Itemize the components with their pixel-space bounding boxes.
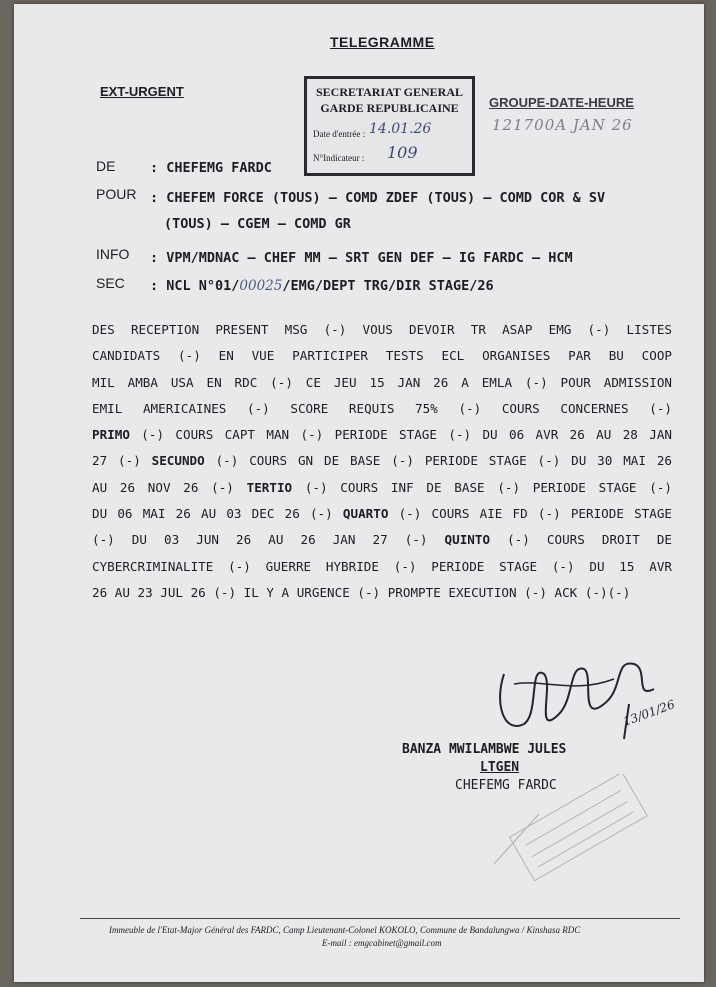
body-line: PRIMO (-) COURS CAPT MAN (-) PERIODE STAGE (-) DU 06 AVR 26 AU 28 JAN: [92, 427, 672, 443]
stamp-date-label: Date d'entrée :: [313, 129, 366, 139]
body-line: CANDIDATS (-) EN VUE PARTICIPER TESTS ECL ORGANISES PAR BU COOP: [92, 348, 672, 364]
signature-date: 13/01/26: [621, 697, 677, 729]
info-label: INFO: [96, 246, 130, 262]
body-line: (-) DU 03 JUN 26 AU 26 JAN 27 (-) QUINTO (-) COURS DROIT DE: [92, 532, 672, 548]
faded-seal-stamp: [484, 774, 664, 884]
stamp-line-1: SECRETARIAT GENERAL: [315, 85, 464, 99]
quarto-keyword: QUARTO: [342, 506, 389, 522]
reception-stamp: [304, 76, 475, 176]
body-line: AU 26 NOV 26 (-) TERTIO (-) COURS INF DE BASE (-) PERIODE STAGE (-): [92, 479, 672, 495]
signatory-name: BANZA MWILAMBWE JULES: [402, 742, 567, 757]
sec-value: [150, 278, 494, 294]
body-line: DU 06 MAI 26 AU 03 DEC 26 (-) QUARTO (-) COURS AIE FD (-) PERIODE STAGE: [92, 506, 672, 522]
pour-label: POUR: [96, 186, 137, 202]
sec-label: SEC: [96, 275, 125, 291]
footer-divider: [80, 918, 680, 919]
stamp-indicator-label: N°Indicateur :: [313, 153, 365, 163]
signatory-title: CHEFEMG FARDC: [455, 778, 557, 793]
sec-handwritten-number: 00025: [239, 278, 283, 294]
footer-address: Immeuble de l'Etat-Major Général des FARDC, Camp Lieutenant-Colonel KOKOLO, Commune de Bandalungwa / Kinshasa RDC: [109, 925, 581, 935]
de-label: DE: [96, 158, 116, 174]
stamp-date-value: 14.01.26: [369, 121, 432, 137]
stamp-line-2: GARDE REPUBLICAINE: [320, 101, 459, 115]
group-date-label: GROUPE-DATE-HEURE: [489, 95, 634, 110]
stamp-indicator-value: 109: [387, 143, 418, 162]
footer-email: E-mail : emgcabinet@gmail.com: [322, 938, 442, 948]
body-line: 26 AU 23 JUL 26 (-) IL Y A URGENCE (-) PROMPTE EXECUTION (-) ACK (-)(-): [92, 584, 631, 600]
pour-value-line-2: (TOUS) – CGEM – COMD GR: [164, 216, 351, 232]
de-value: : CHEFEMG FARDC: [150, 160, 272, 176]
document-title: TELEGRAMME: [330, 34, 435, 50]
info-value: : VPM/MDNAC – CHEF MM – SRT GEN DEF – IG FARDC – HCM: [150, 250, 573, 266]
priority-label: EXT-URGENT: [100, 84, 184, 99]
body-line: 27 (-) SECUNDO (-) COURS GN DE BASE (-) PERIODE STAGE (-) DU 30 MAI 26: [92, 453, 672, 469]
quinto-keyword: QUINTO: [444, 532, 491, 548]
group-date-value: 121700A JAN 26: [492, 116, 633, 134]
message-body: [92, 317, 672, 606]
sec-prefix: : NCL N°01/: [150, 278, 240, 294]
pour-value-line-1: : CHEFEM FORCE (TOUS) – COMD ZDEF (TOUS) – COMD COR & SV: [150, 190, 606, 206]
sec-suffix: /EMG/DEPT TRG/DIR STAGE/26: [282, 278, 494, 294]
secundo-keyword: SECUNDO: [151, 453, 205, 469]
body-line: DES RECEPTION PRESENT MSG (-) VOUS DEVOIR TR ASAP EMG (-) LISTES: [92, 322, 672, 337]
signatory-rank: LTGEN: [480, 760, 520, 775]
telegram-page: [14, 4, 704, 982]
tertio-keyword: TERTIO: [246, 479, 293, 495]
primo-keyword: PRIMO: [92, 427, 130, 443]
body-line: CYBERCRIMINALITE (-) GUERRE HYBRIDE (-) PERIODE STAGE (-) DU 15 AVR: [92, 558, 672, 574]
body-line: MIL AMBA USA EN RDC (-) CE JEU 15 JAN 26 A EMLA (-) POUR ADMISSION: [92, 374, 672, 390]
body-line: EMIL AMERICAINES (-) SCORE REQUIS 75% (-) COURS CONCERNES (-): [92, 400, 672, 416]
